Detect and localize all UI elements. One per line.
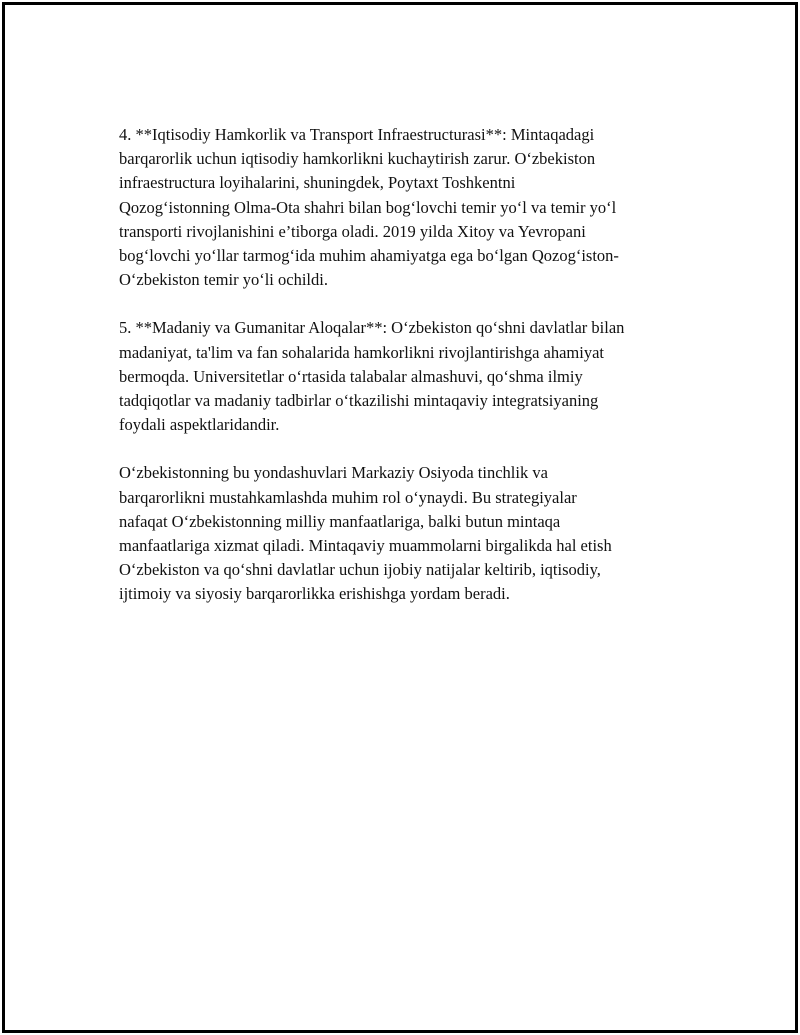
text-line: nafaqat O‘zbekistonning milliy manfaatlariga, balki butun mintaqa: [119, 511, 561, 531]
text-line: Qozog‘istonning Olma-Ota shahri bilan bog‘lovchi temir yo‘l va temir yo‘l: [119, 197, 617, 217]
text-line: bog‘lovchi yo‘llar tarmog‘ida muhim ahamiyatga ega bo‘lgan Qozog‘iston-: [119, 246, 619, 266]
text-line: bermoqda. Universitetlar o‘rtasida talabalar almashuvi, qo‘shma ilmiy: [119, 366, 583, 386]
text-line: O‘zbekiston temir yo‘li ochildi.: [119, 270, 328, 290]
text-line: O‘zbekiston va qo‘shni davlatlar uchun ijobiy natijalar keltirib, iqtisodiy,: [119, 560, 601, 580]
paragraph-economic-cooperation: [119, 123, 699, 292]
text-line: 5. **Madaniy va Gumanitar Aloqalar**: O‘zbekiston qo‘shni davlatlar bilan: [119, 318, 625, 338]
text-line: barqarorlik uchun iqtisodiy hamkorlikni kuchaytirish zarur. O‘zbekiston: [119, 149, 596, 169]
text-line: barqarorlikni mustahkamlashda muhim rol o‘ynaydi. Bu strategiyalar: [119, 487, 577, 507]
text-line: foydali aspektlaridandir.: [119, 415, 280, 435]
text-line: O‘zbekistonning bu yondashuvlari Markaziy Osiyoda tinchlik va: [119, 463, 548, 483]
text-line: transporti rivojlanishini e’tiborga oladi. 2019 yilda Xitoy va Yevropani: [119, 221, 586, 241]
paragraph-cultural-ties: [119, 316, 699, 437]
document-page: [2, 2, 798, 1033]
document-body: [119, 123, 699, 631]
text-line: manfaatlariga xizmat qiladi. Mintaqaviy muammolarni birgalikda hal etish: [119, 536, 612, 556]
text-line: tadqiqotlar va madaniy tadbirlar o‘tkazilishi mintaqaviy integratsiyaning: [119, 391, 599, 411]
text-line: infraestructura loyihalarini, shuningdek, Poytaxt Toshkentni: [119, 173, 516, 193]
text-line: ijtimoiy va siyosiy barqarorlikka erishishga yordam beradi.: [119, 584, 510, 604]
text-line: madaniyat, ta'lim va fan sohalarida hamkorlikni rivojlantirishga ahamiyat: [119, 342, 604, 362]
paragraph-conclusion: [119, 461, 699, 606]
text-line: 4. **Iqtisodiy Hamkorlik va Transport Infraestructurasi**: Mintaqadagi: [119, 125, 595, 144]
